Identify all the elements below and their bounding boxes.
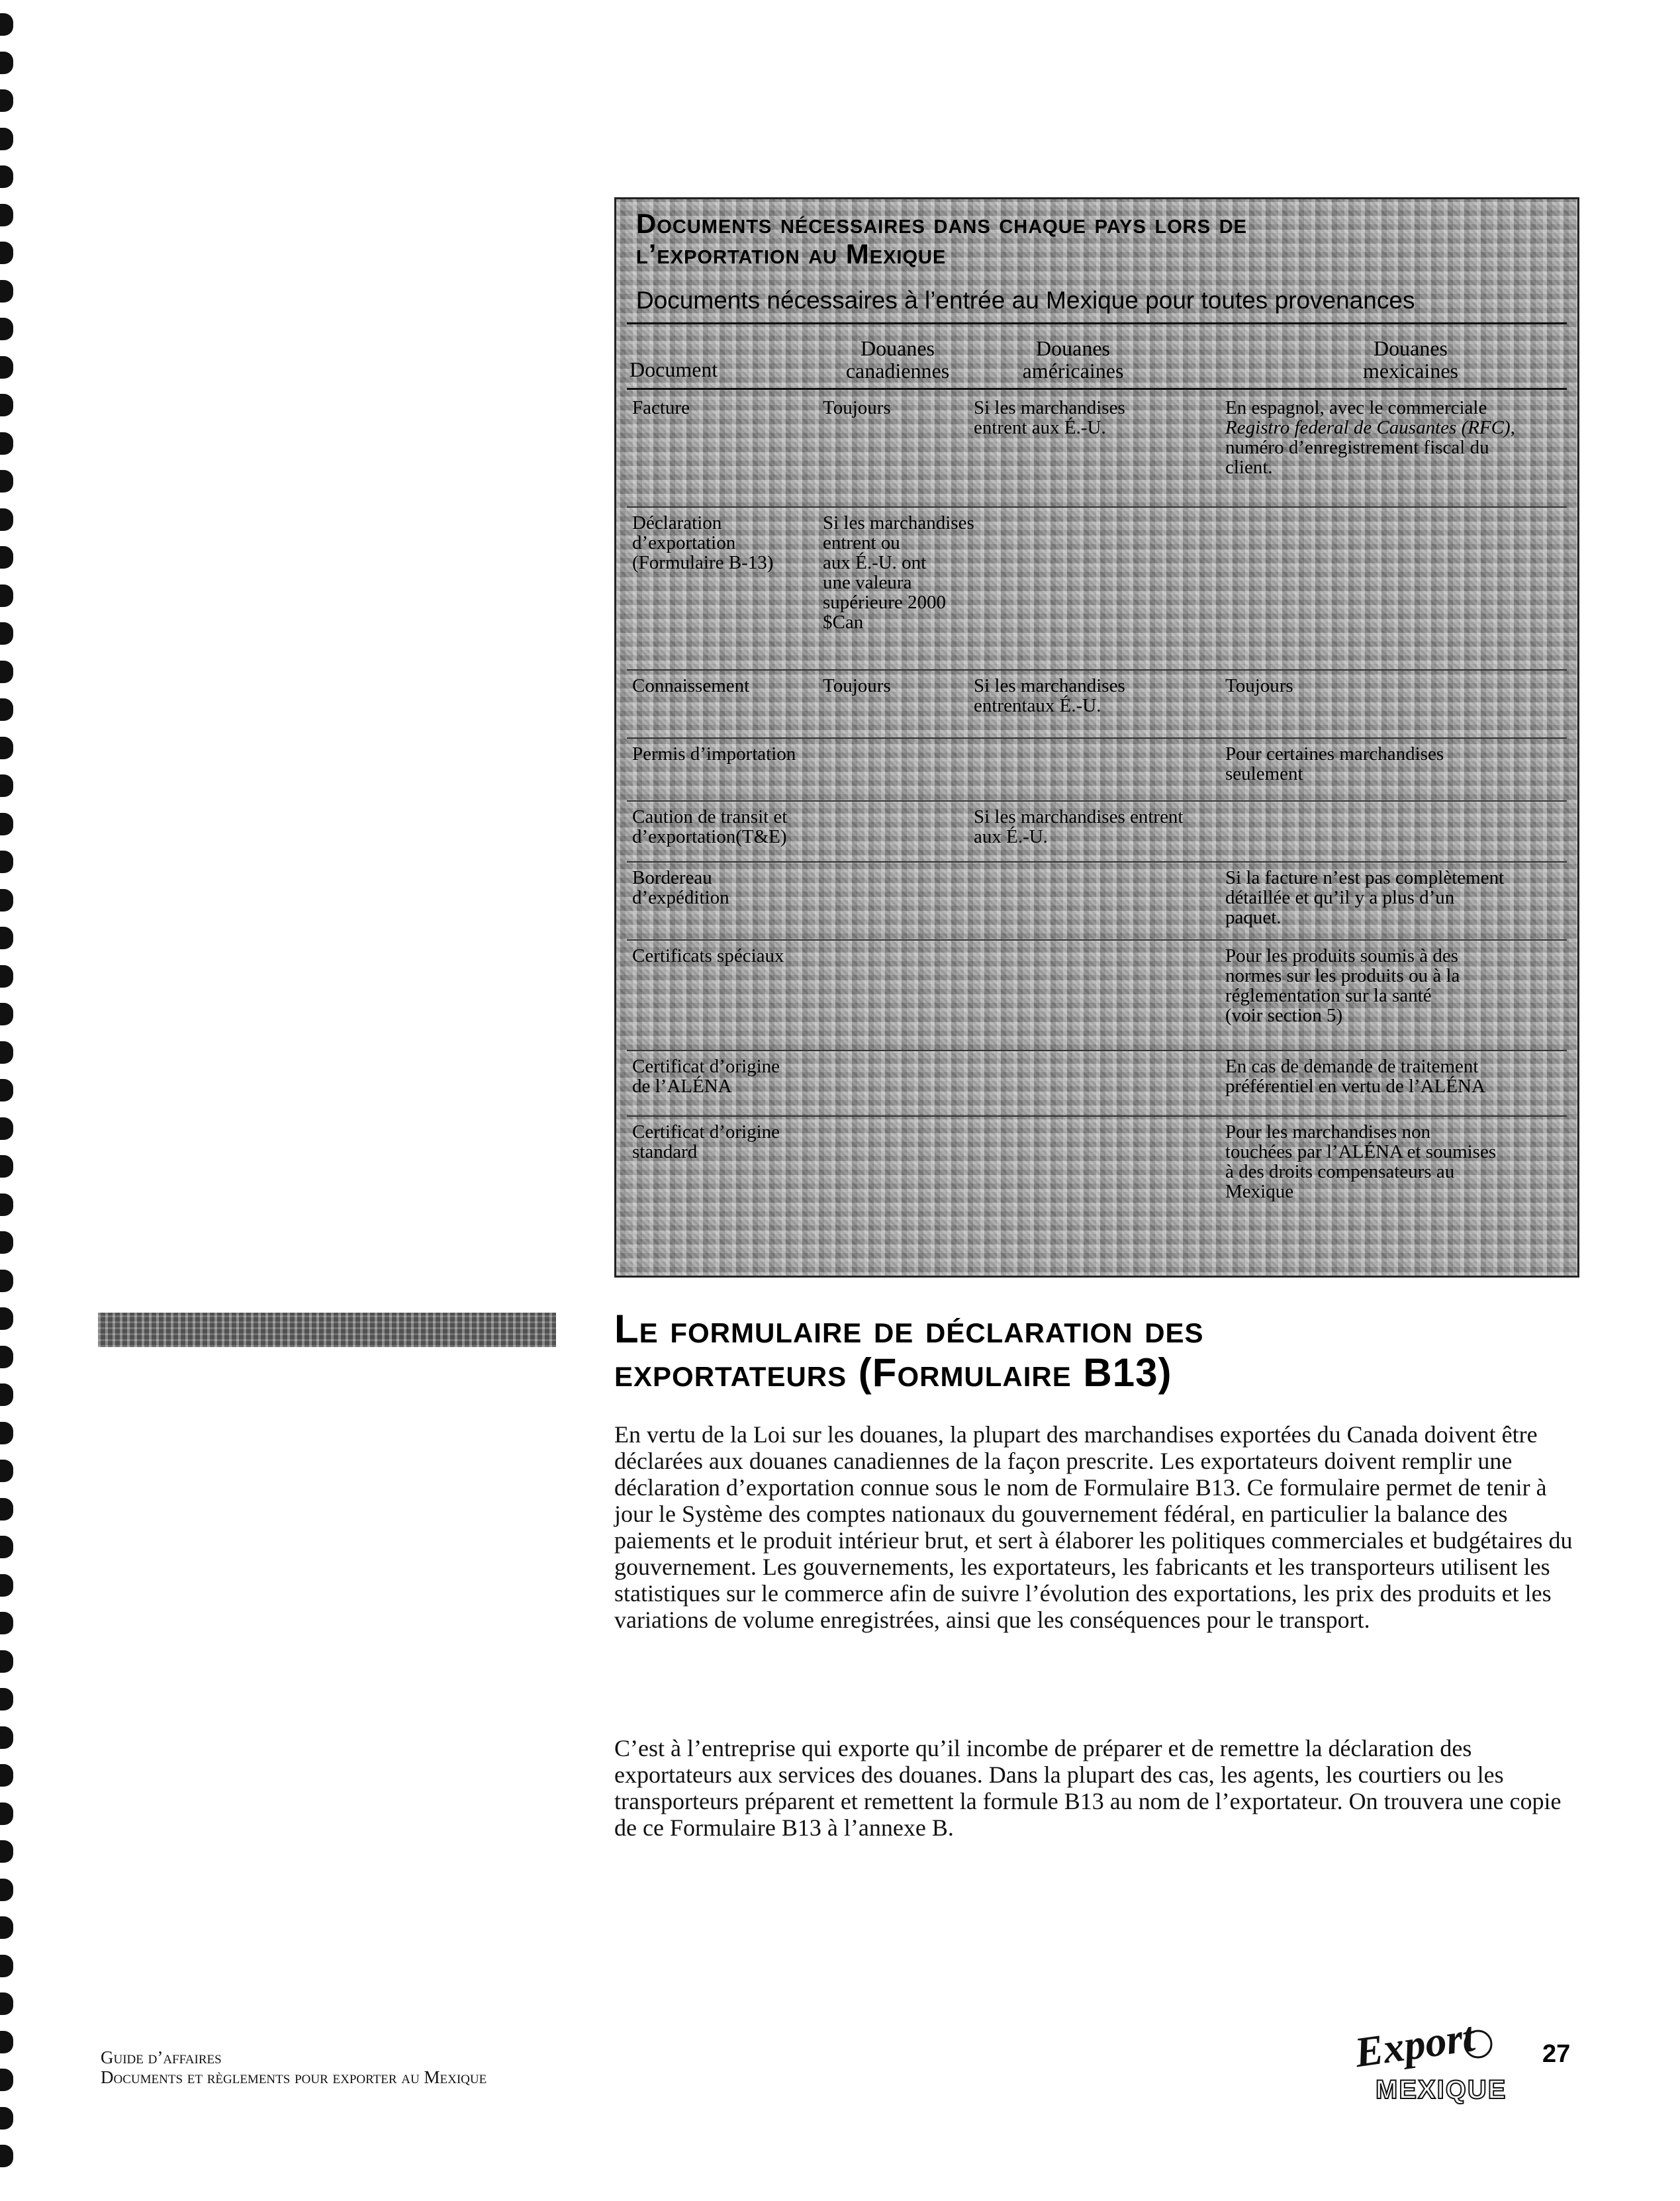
binding-hole — [0, 1764, 13, 1787]
binding-hole — [0, 1840, 13, 1863]
logo-word2: MEXIQUE — [1376, 2075, 1507, 2104]
cell-document — [632, 807, 787, 847]
binding-hole — [0, 13, 13, 36]
binding-hole — [0, 585, 13, 607]
binding-hole — [0, 1422, 13, 1444]
binding-hole — [0, 1307, 13, 1330]
binding-hole — [0, 1346, 13, 1368]
cell-line: paquet. — [1225, 907, 1282, 928]
cell-line: Si les marchandises — [823, 512, 974, 534]
cell-line: Registro federal de Causantes (RFC), — [1225, 417, 1515, 438]
cell-line: d’expédition — [632, 887, 729, 908]
table-title-line1: Documents nécessaires dans chaque pays lors de — [636, 208, 1248, 239]
row-rule — [627, 1050, 1567, 1051]
cell-mexican — [1225, 1122, 1496, 1201]
row-rule — [627, 506, 1567, 508]
export-mexique-logo — [1349, 2012, 1508, 2112]
cell-line: numéro d’enregistrement fiscal du — [1225, 437, 1489, 458]
table-subtitle: Documents nécessaires à l’entrée au Mexique pour toutes provenances — [636, 287, 1415, 314]
cell-line: une valeura — [823, 572, 912, 593]
section-title-line2: exportateurs (Formulaire B13) — [614, 1350, 1172, 1395]
binding-hole — [0, 318, 13, 340]
cell-line: aux É.-U. ont — [823, 552, 927, 573]
rule-header — [627, 388, 1567, 390]
section-title — [614, 1307, 1581, 1395]
binding-holes — [0, 13, 16, 2198]
binding-hole — [0, 1726, 13, 1749]
cell-document — [632, 676, 749, 696]
binding-hole — [0, 1079, 13, 1101]
cell-mexican — [1225, 1056, 1485, 1096]
binding-hole — [0, 1041, 13, 1064]
binding-hole — [0, 89, 13, 112]
paragraph-1: En vertu de la Loi sur les douanes, la plupart des marchandises exportées du Canada doivent être déclarées aux douanes canadiennes de la façon prescrite. Les exportateurs doivent remplir une déclaration d’exportation connue sous le nom de Formulaire B13. Ce formulaire permet de tenir à jour le Système des comptes nationaux du gouvernement fédéral, en particulier la balance des paiements et le produit intérieur brut, et sert à élaborer les politiques commerciales et budgétaires du gouvernement. Les gouvernements, les exportateurs, les fabricants et les transporteurs utilisent les statistiques sur le commerce afin de suivre l’évolution des exportations, les prix des produits et les variations de volume enregistrées, ainsi que les conséquences pour le transport. — [614, 1421, 1573, 1633]
header-canadian — [815, 337, 980, 382]
header-canadian-l2: canadiennes — [845, 359, 950, 383]
cell-document — [632, 1056, 780, 1096]
cell-document — [632, 398, 690, 418]
rule-top — [627, 322, 1567, 324]
cell-line: entrentaux É.-U. — [974, 695, 1101, 716]
binding-hole — [0, 1955, 13, 1977]
binding-hole — [0, 356, 13, 379]
cell-line: Toujours — [1225, 675, 1293, 696]
cell-line: de l’ALÉNA — [632, 1076, 732, 1097]
binding-hole — [0, 508, 13, 531]
row-rule — [627, 800, 1567, 802]
binding-hole — [0, 1992, 13, 2015]
cell-american — [974, 398, 1125, 438]
cell-line: Pour les produits soumis à des — [1225, 945, 1459, 966]
cell-canadian — [823, 398, 891, 418]
cell-line: Si les marchandises entrent — [974, 806, 1184, 827]
binding-hole — [0, 128, 13, 150]
binding-hole — [0, 432, 13, 455]
binding-hole — [0, 965, 13, 988]
cell-line: Certificats spéciaux — [632, 945, 784, 966]
binding-hole — [0, 280, 13, 303]
binding-hole — [0, 661, 13, 683]
cell-document — [632, 744, 796, 764]
cell-mexican — [1225, 946, 1460, 1025]
row-rule — [627, 939, 1567, 941]
cell-line: normes sur les produits ou à la — [1225, 965, 1460, 986]
footer — [101, 2047, 487, 2087]
binding-hole — [0, 1231, 13, 1254]
header-american-l2: américaines — [1022, 359, 1124, 383]
row-rule — [627, 669, 1567, 671]
cell-mexican — [1225, 676, 1293, 696]
cell-line: client. — [1225, 457, 1273, 478]
binding-hole — [0, 1498, 13, 1521]
binding-hole — [0, 1117, 13, 1140]
cell-mexican — [1225, 744, 1444, 784]
cell-mexican — [1225, 868, 1504, 927]
binding-hole — [0, 1003, 13, 1025]
cell-american — [974, 676, 1125, 716]
section-title-line1: Le formulaire de déclaration des — [614, 1307, 1204, 1351]
documents-table — [614, 197, 1579, 1278]
paragraph-2: C’est à l’entreprise qui exporte qu’il incombe de préparer et de remettre la déclaration des exportateurs aux services des douanes. Dans la plupart des cas, les agents, les courtiers ou les transporteurs préparent et remettent la formule B13 au nom de l’exportateur. On trouvera une copie de ce Formulaire B13 à l’annexe B. — [614, 1735, 1562, 1841]
binding-hole — [0, 813, 13, 835]
cell-document — [632, 513, 773, 573]
binding-hole — [0, 1879, 13, 1901]
binding-hole — [0, 1650, 13, 1673]
cell-document — [632, 1122, 780, 1162]
binding-hole — [0, 242, 13, 264]
binding-hole — [0, 889, 13, 912]
binding-hole — [0, 1688, 13, 1710]
cell-line: Permis d’importation — [632, 743, 796, 765]
cell-line: (Formulaire B-13) — [632, 552, 774, 573]
binding-hole — [0, 394, 13, 416]
binding-hole — [0, 52, 13, 74]
cell-line: Déclaration — [632, 512, 722, 534]
binding-hole — [0, 1155, 13, 1178]
footer-line2: Documents et règlements pour exporter au Mexique — [101, 2067, 487, 2087]
page-number: 27 — [1542, 2040, 1571, 2068]
cell-line: aux É.-U. — [974, 826, 1048, 847]
binding-hole — [0, 2031, 13, 2053]
header-american-l1: Douanes — [1036, 336, 1110, 360]
cell-line: Certificat d’origine — [632, 1056, 780, 1077]
binding-hole — [0, 1574, 13, 1597]
cell-line: Caution de transit et — [632, 806, 788, 827]
binding-hole — [0, 774, 13, 797]
cell-line: entrent aux É.-U. — [974, 417, 1106, 438]
binding-hole — [0, 698, 13, 721]
binding-hole — [0, 851, 13, 873]
cell-american — [974, 807, 1184, 847]
binding-hole — [0, 546, 13, 569]
cell-line: Si les marchandises — [974, 675, 1125, 696]
binding-hole — [0, 2145, 13, 2167]
cell-canadian — [823, 513, 974, 632]
header-mexican-l1: Douanes — [1374, 336, 1448, 360]
binding-hole — [0, 1803, 13, 1825]
cell-line: Mexique — [1225, 1181, 1294, 1202]
cell-line: Si la facture n’est pas complètement — [1225, 867, 1505, 888]
cell-line: réglementation sur la santé — [1225, 985, 1432, 1006]
binding-hole — [0, 1194, 13, 1216]
header-american — [994, 337, 1152, 382]
binding-hole — [0, 927, 13, 949]
binding-hole — [0, 2069, 13, 2091]
binding-hole — [0, 2107, 13, 2130]
binding-hole — [0, 1460, 13, 1482]
cell-line: entrent ou — [823, 532, 900, 553]
cell-line: Toujours — [823, 397, 891, 418]
logo-word1: Export — [1352, 2012, 1477, 2077]
cell-line: détaillée et qu’il y a plus d’un — [1225, 887, 1455, 908]
cell-line: Toujours — [823, 675, 891, 696]
cell-line: Si les marchandises — [974, 397, 1125, 418]
binding-hole — [0, 1612, 13, 1634]
cell-line: Connaissement — [632, 675, 750, 696]
binding-hole — [0, 165, 13, 188]
binding-hole — [0, 737, 13, 759]
row-rule — [627, 861, 1567, 863]
table-title — [636, 209, 1563, 269]
cell-line: touchées par l’ALÉNA et soumises — [1225, 1141, 1497, 1162]
cell-line: d’exportation — [632, 532, 736, 553]
binding-hole — [0, 470, 13, 492]
cell-line: d’exportation(T&E) — [632, 826, 787, 847]
cell-document — [632, 946, 784, 966]
row-rule — [627, 737, 1567, 739]
header-document: Document — [630, 357, 718, 381]
cell-line: $Can — [823, 612, 864, 633]
cell-line: supérieure 2000 — [823, 592, 947, 613]
cell-mexican — [1225, 398, 1515, 477]
header-canadian-l1: Douanes — [861, 336, 935, 360]
binding-hole — [0, 1270, 13, 1292]
cell-line: préférentiel en vertu de l’ALÉNA — [1225, 1076, 1485, 1097]
cell-line: standard — [632, 1141, 698, 1162]
decorative-bar — [98, 1313, 556, 1347]
header-mexican — [1252, 337, 1569, 382]
cell-line: (voir section 5) — [1225, 1005, 1343, 1026]
cell-line: Facture — [632, 397, 690, 418]
footer-line1: Guide d’affaires — [101, 2047, 222, 2067]
cell-line: à des droits compensateurs au — [1225, 1161, 1455, 1182]
cell-line: En espagnol, avec le commerciale — [1225, 397, 1487, 418]
binding-hole — [0, 1536, 13, 1558]
cell-line: Certificat d’origine — [632, 1121, 780, 1143]
cell-document — [632, 868, 729, 908]
binding-hole — [0, 1916, 13, 1939]
binding-hole — [0, 622, 13, 645]
header-mexican-l2: mexicaines — [1363, 359, 1458, 383]
cell-canadian — [823, 676, 891, 696]
cell-line: seulement — [1225, 763, 1303, 784]
binding-hole — [0, 1383, 13, 1406]
cell-line: Pour les marchandises non — [1225, 1121, 1431, 1143]
cell-line: Pour certaines marchandises — [1225, 743, 1444, 765]
cell-line: En cas de demande de traitement — [1225, 1056, 1479, 1077]
row-rule — [627, 1115, 1567, 1117]
binding-hole — [0, 204, 13, 226]
cell-line: Bordereau — [632, 867, 712, 888]
table-title-line2: l’exportation au Mexique — [636, 238, 947, 269]
